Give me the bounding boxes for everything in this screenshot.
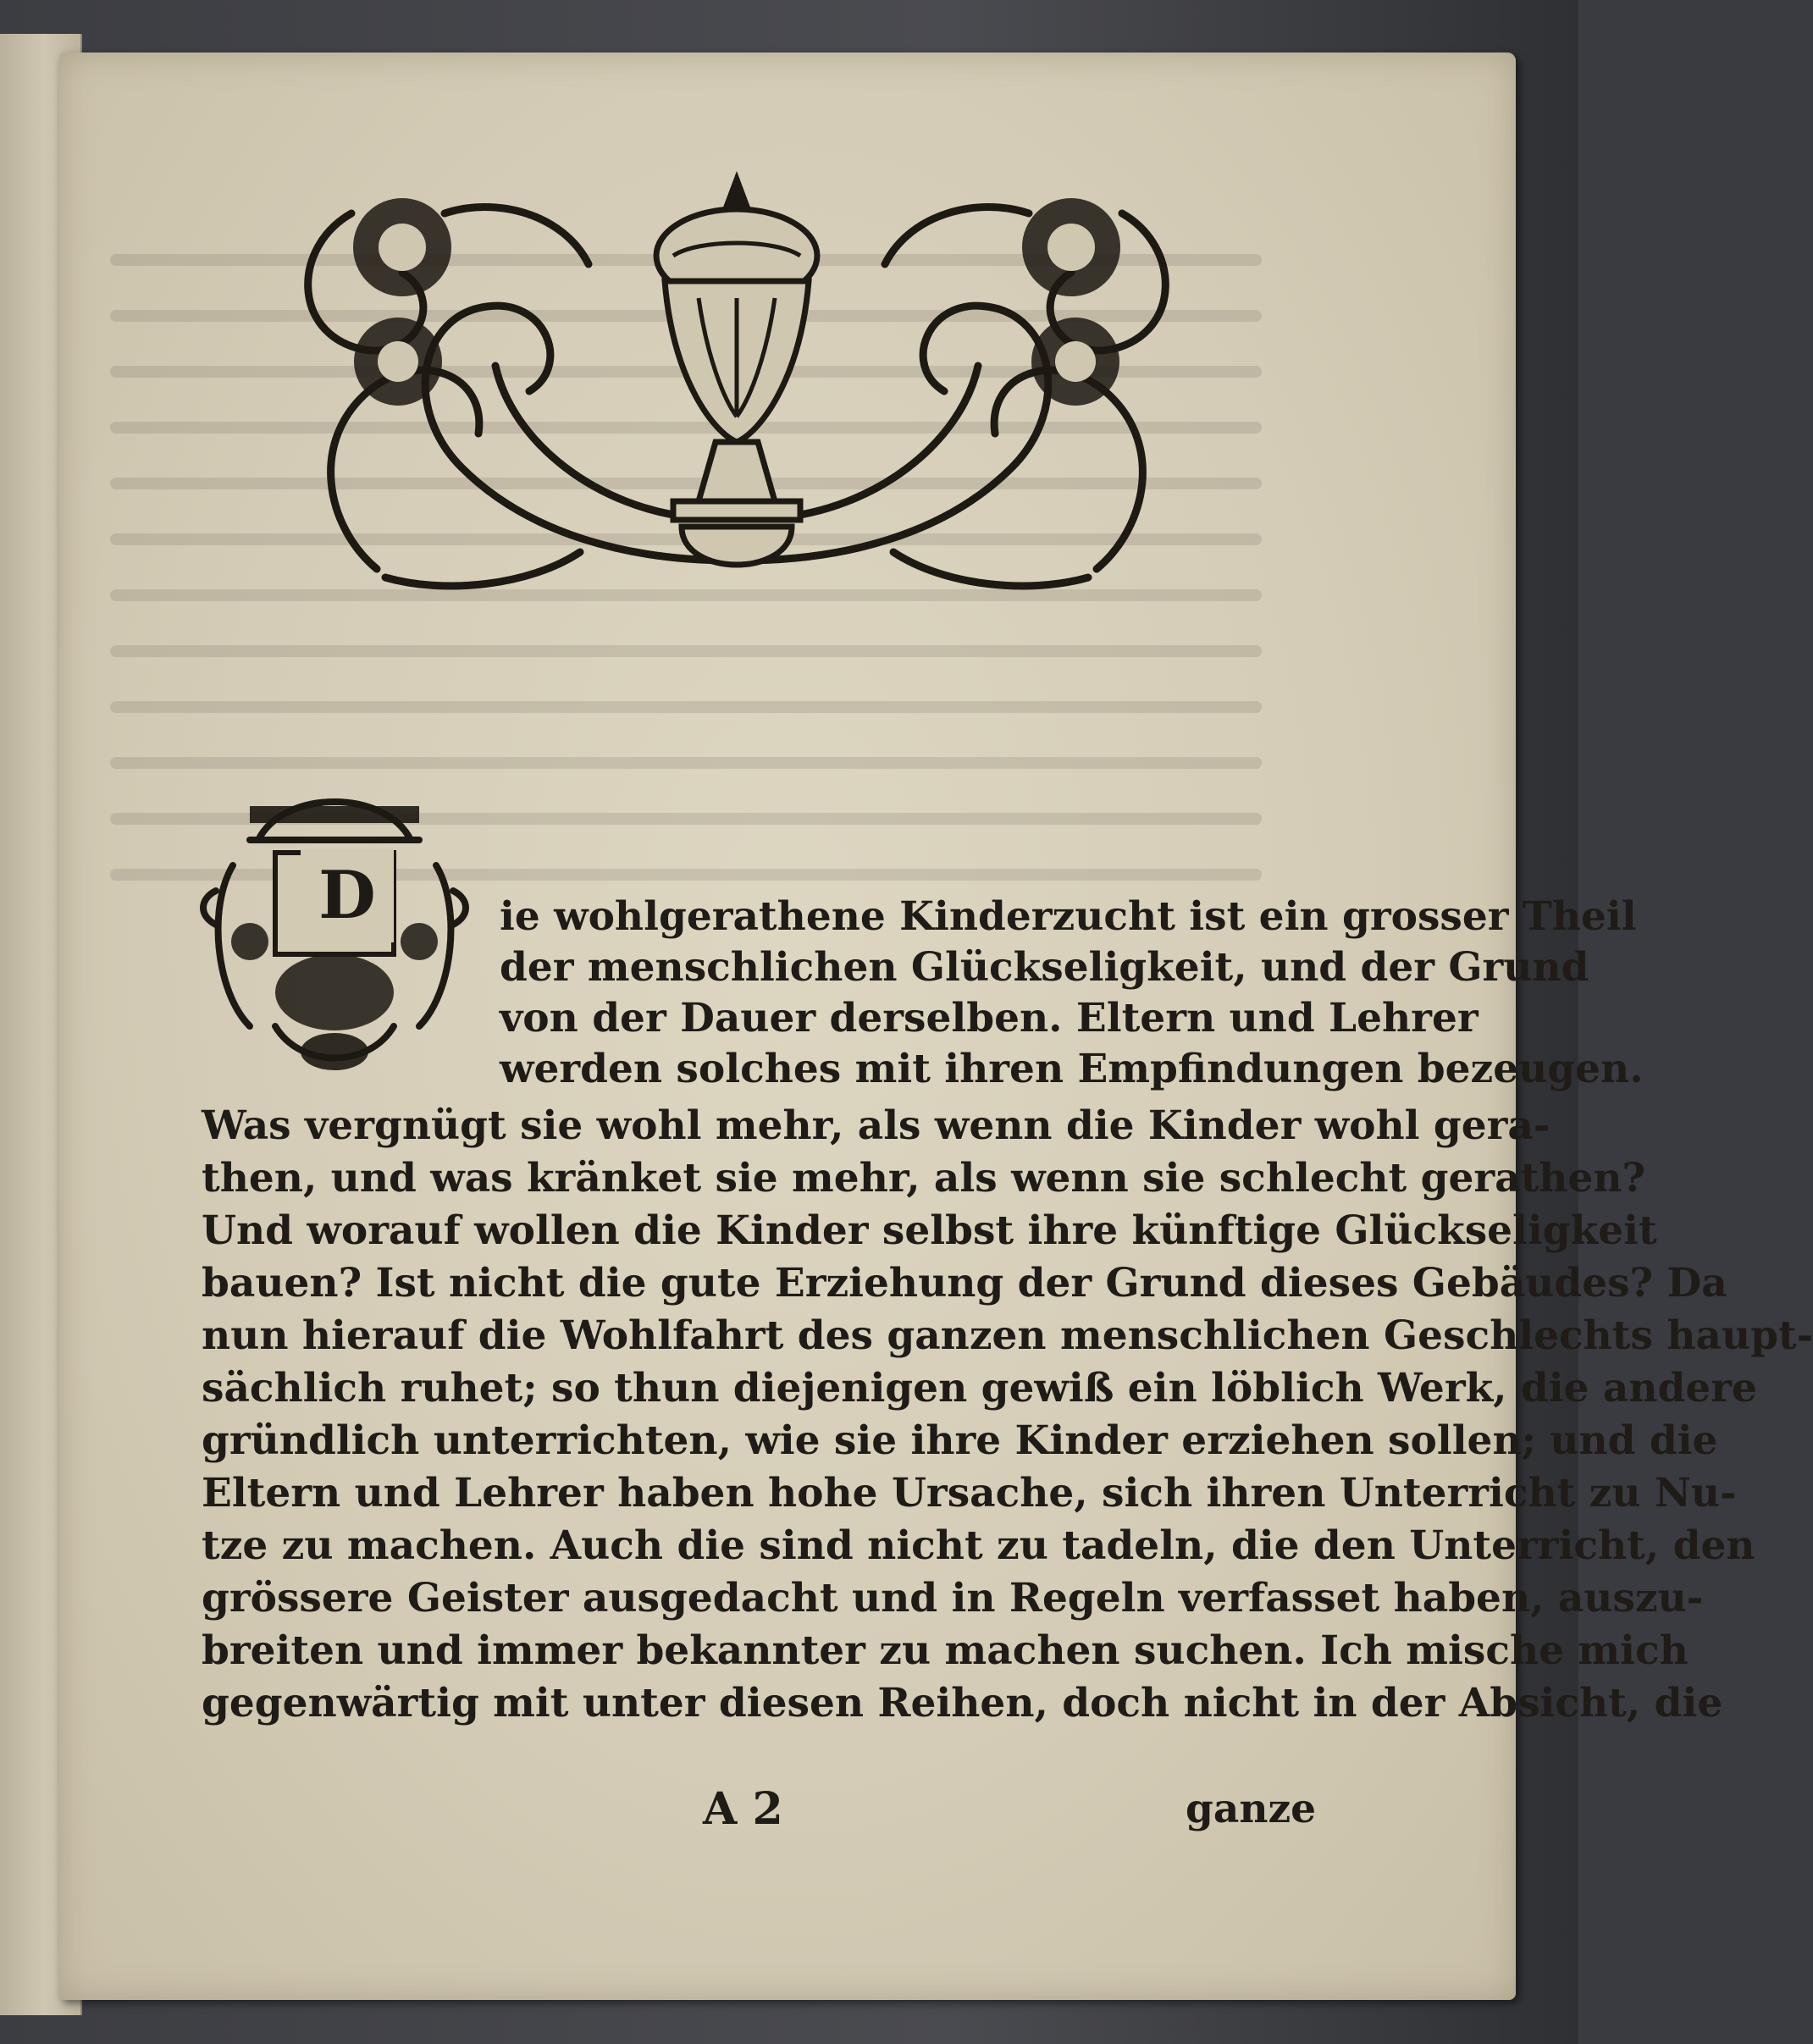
text-line-2: der menschlichen Glückseligkeit, und der Grund xyxy=(500,944,1589,991)
text-line-16: gegenwärtig mit unter diesen Reihen, doch nicht in der Absicht, die xyxy=(202,1680,1723,1726)
text-line-3: von der Dauer derselben. Eltern und Lehrer xyxy=(500,995,1479,1041)
text-line-1: ie wohlgerathene Kinderzucht ist ein grosser Theil xyxy=(500,893,1637,940)
ornamental-headpiece xyxy=(275,163,1198,620)
text-line-8: bauen? Ist nicht die gute Erziehung der Grund dieses Gebäudes? Da xyxy=(202,1260,1727,1307)
text-line-6: then, und was kränket sie mehr, als wenn sie schlecht gerathen? xyxy=(202,1155,1646,1202)
text-line-7: Und worauf wollen die Kinder selbst ihre künftige Glückseligkeit xyxy=(202,1207,1657,1254)
text-line-15: breiten und immer bekannter zu machen suchen. Ich mische mich xyxy=(202,1627,1689,1674)
text-line-11: gründlich unterrichten, wie sie ihre Kinder erziehen sollen; und die xyxy=(202,1417,1718,1464)
text-line-14: grössere Geister ausgedacht und in Regeln verfasset haben, auszu- xyxy=(202,1575,1704,1621)
text-line-10: sächlich ruhet; so thun diejenigen gewiß ein löblich Werk, die andere xyxy=(202,1365,1757,1411)
drop-cap-letter: D xyxy=(301,849,394,942)
text-line-4: werden solches mit ihren Empfindungen bezeugen. xyxy=(500,1046,1644,1092)
signature-mark: A 2 xyxy=(703,1783,783,1835)
text-line-13: tze zu machen. Auch die sind nicht zu tadeln, die den Unterricht, den xyxy=(202,1522,1755,1569)
catchword: ganze xyxy=(1186,1786,1317,1832)
text-line-9: nun hierauf die Wohlfahrt des ganzen menschlichen Geschlechts haupt- xyxy=(202,1312,1813,1359)
text-line-12: Eltern und Lehrer haben hohe Ursache, sich ihren Unterricht zu Nu- xyxy=(202,1470,1737,1516)
text-line-5: Was vergnügt sie wohl mehr, als wenn die Kinder wohl gera- xyxy=(202,1102,1550,1149)
